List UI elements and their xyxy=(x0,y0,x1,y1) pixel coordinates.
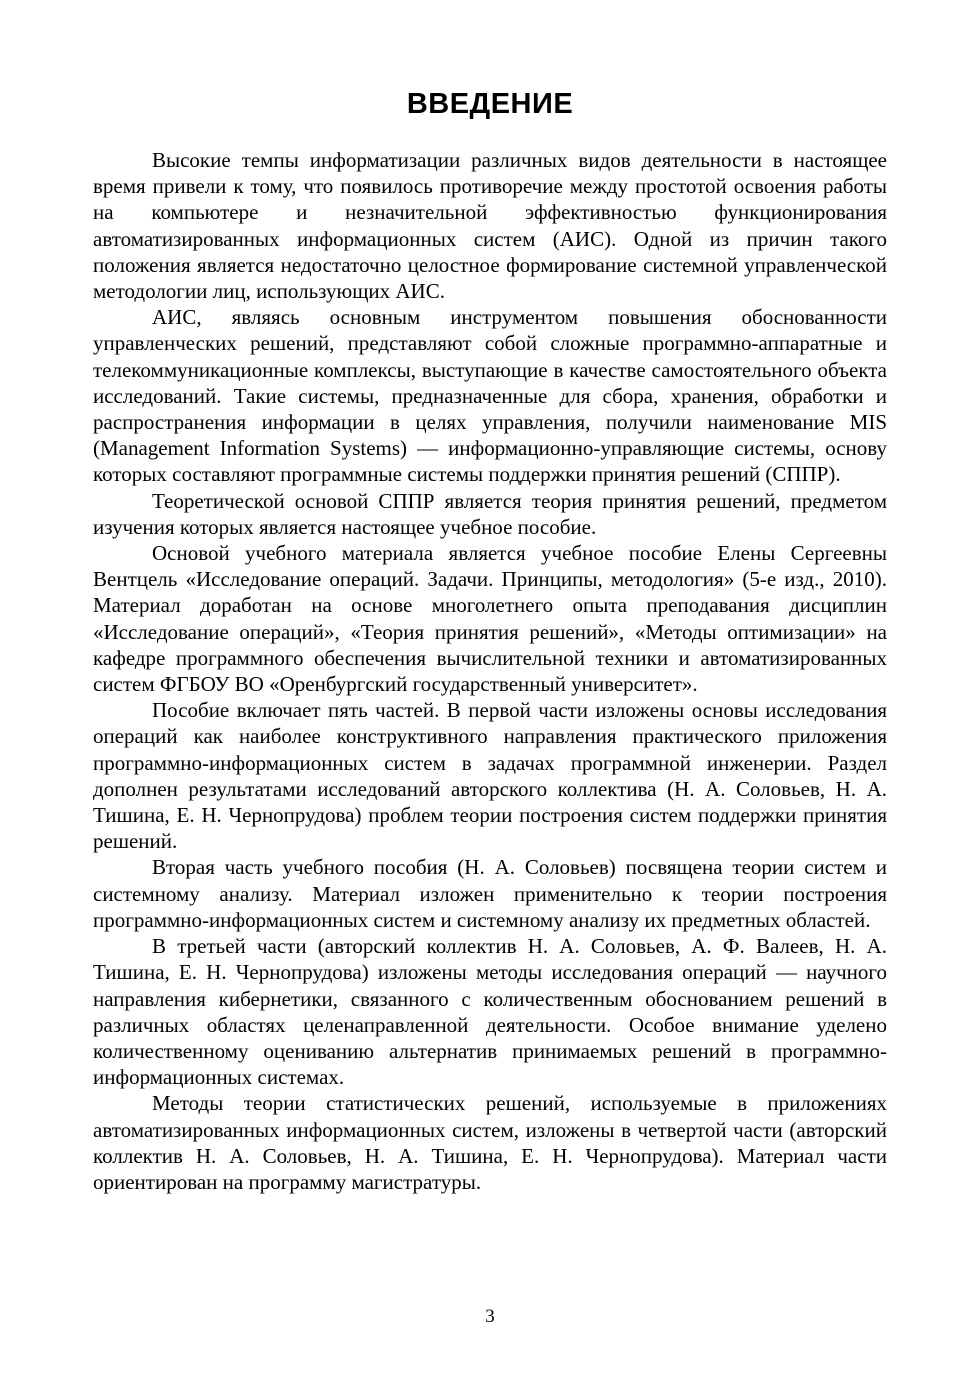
page-number: 3 xyxy=(485,1306,495,1327)
paragraph-2: АИС, являясь основным инструментом повышения обоснованности управленческих решений, представляют собой сложные программно-аппаратные и телекоммуникационные комплексы, выступающие в качестве самостоятельного объекта исследований. Такие системы, предназначенные для сбора, хранения, обработки и распространения информации в целях управления, получили наименование MIS (Management Information Systems) — информационно-управляющие системы, основу которых составляют программные системы поддержки принятия решений (СППР). xyxy=(93,305,887,487)
paragraph-3: Теоретической основой СППР является теория принятия решений, предметом изучения которых является настоящее учебное пособие. xyxy=(93,488,887,539)
paragraph-5: Пособие включает пять частей. В первой части изложены основы исследования операций как наиболее конструктивного направления практического приложения программно-информационных систем в задачах программной инженерии. Раздел дополнен результатами исследований авторского коллектива (Н. А. Соловьев, Н. А. Тишина, Е. Н. Чернопрудова) проблем теории построения систем поддержки принятия решений. xyxy=(93,698,887,854)
paragraph-4: Основой учебного материала является учебное пособие Елены Сергеевны Вентцель «Исследование операций. Задачи. Принципы, методология» (5-е изд., 2010). Материал доработан на основе многолетнего опыта преподавания дисциплин «Исследование операций», «Теория принятия решений», «Методы оптимизации» на кафедре программного обеспечения вычислительной техники и автоматизированных систем ФГБОУ ВО «Оренбургский государственный университет». xyxy=(93,541,887,697)
paragraph-1: Высокие темпы информатизации различных видов деятельности в настоящее время привели к тому, что появилось противоречие между простотой освоения работы на компьютере и незначительной эффективностью функционирования автоматизированных информационных систем (АИС). Одной из причин такого положения является недостаточно целостное формирование системной управленческой методологии лиц, использующих АИС. xyxy=(93,148,887,304)
page-title: ВВЕДЕНИЕ xyxy=(406,88,574,120)
paragraph-8: Методы теории статистических решений, используемые в приложениях автоматизированных информационных систем, изложены в четвертой части (авторский коллектив Н. А. Соловьев, Н. А. Тишина, Е. Н. Чернопрудова). Материал части ориентирован на программу магистратуры. xyxy=(93,1091,887,1194)
body-text xyxy=(93,147,887,1195)
paragraph-7: В третьей части (авторский коллектив Н. А. Соловьев, А. Ф. Валеев, Н. А. Тишина, Е. Н. Чернопрудова) изложены методы исследования операций — научного направления кибернетики, связанного с количественным обоснованием решений в различных областях целенаправленной деятельности. Особое внимание уделено количественному оцениванию альтернатив принимаемых решений в программно-информационных системах. xyxy=(93,934,887,1090)
paragraph-6: Вторая часть учебного пособия (Н. А. Соловьев) посвящена теории систем и системному анализу. Материал изложен применительно к теории построения программно-информационных систем и системному анализу их предметных областей. xyxy=(93,855,887,932)
